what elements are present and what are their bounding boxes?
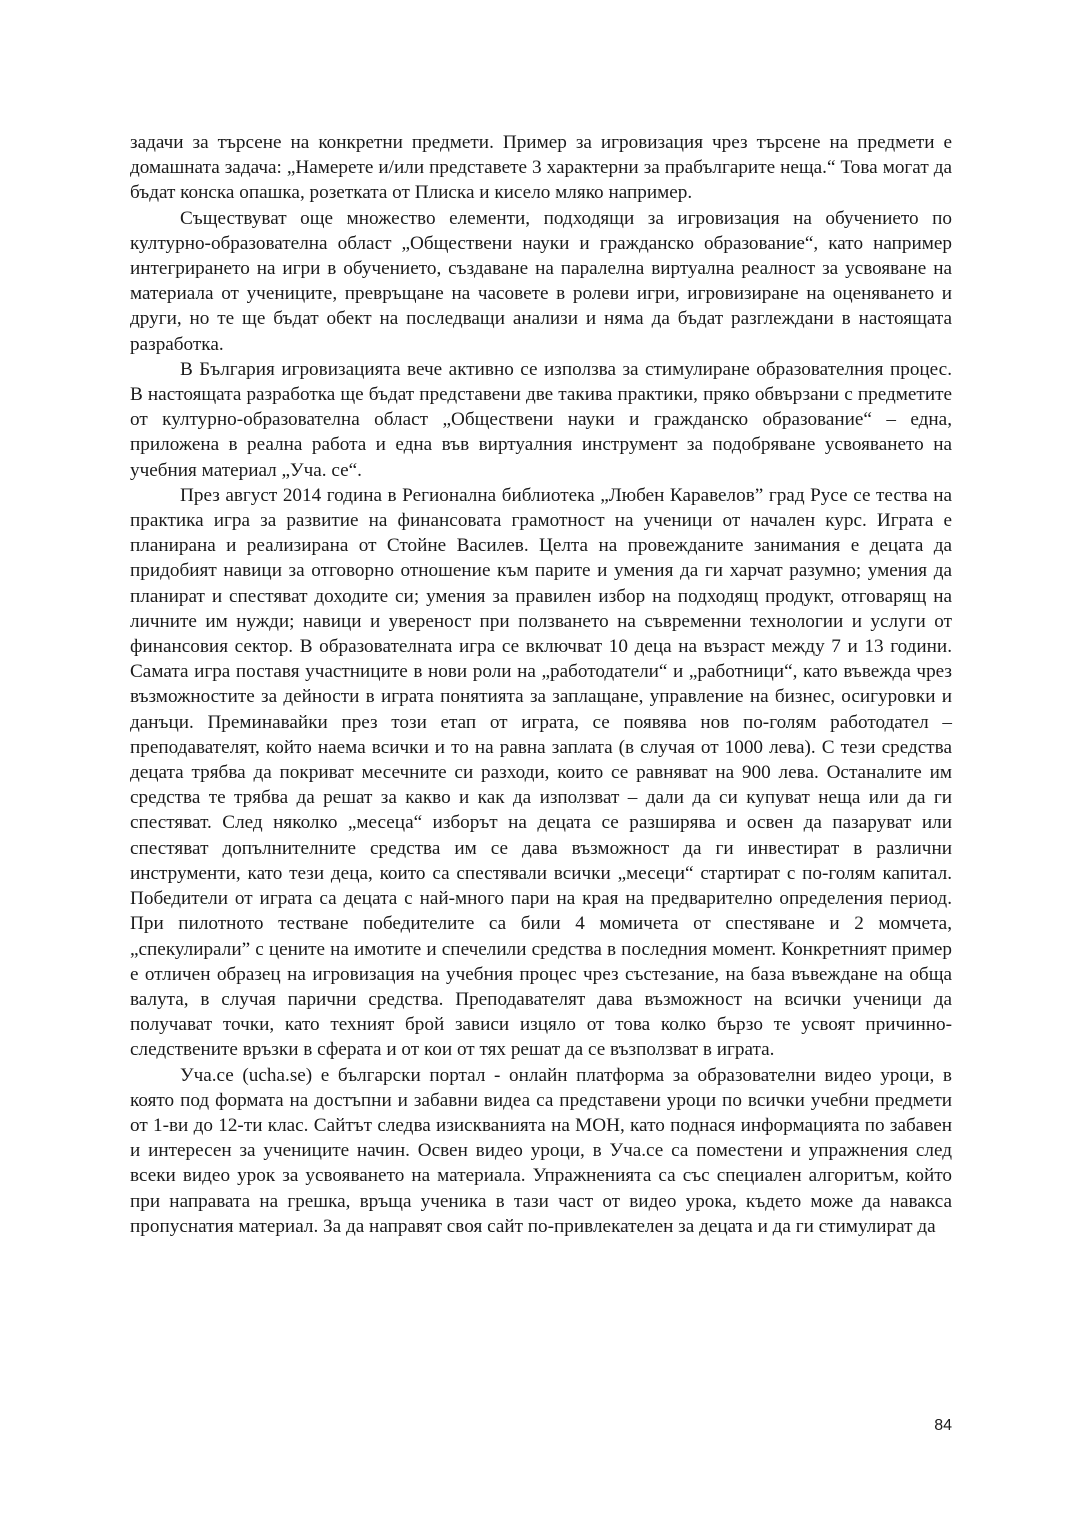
paragraph-3-bulgaria-practices: В България игровизацията вече активно се използва за стимулиране образователния процес. В настоящата разработка ще бъдат представени две такива практики, пряко обвързани с предметите от културно-образователна област „Обществени науки и гражданско образование“ – една, приложена в реална работа и една във виртуалния инструмент за подобряване усвояването на учебния материал „Уча. се“.: [130, 358, 952, 481]
paragraph-1-continuation: задачи за търсене на конкретни предмети. Пример за игровизация чрез търсене на предмети е домашната задача: „Намерете и/или представете 3 характерни за прабългарите неща.“ Това могат да бъдат конска опашка, розетката от Плиска и кисело мляко например.: [130, 132, 952, 204]
paragraph-4-ruse-library-game: През август 2014 година в Регионална библиотека „Любен Каравелов” град Русе се тества на практика игра за развитие на финансовата грамотност на ученици от начален курс. Играта е планирана и реализирана от Стойне Василев. Целта на провежданите занимания е децата да придобият навици за отговорно отношение към парите и умения да ги харчат разумно; умения да планират и спестяват доходите си; умения за правилен избор на подходящ продукт, отговарящ на личните им нужди; навици и увереност при ползването на съвременни технологии и услуги от финансовия сектор. В образователната игра се включват 10 деца на възраст между 7 и 13 години. Самата игра поставя участниците в нови роли на „работодатели“ и „работници“, като въвежда чрез възможностите за дейности в играта понятията за заплащане, управление на бизнес, осигуровки и данъци. Преминавайки през този етап от играта, се появява нов по-голям работодател – преподавателят, който наема всички и то на равна заплата (в случая от 1000 лева). С тези средства децата трябва да покриват месечните си разходи, които се равняват на 900 лева. Останалите им средства те трябва да решат за какво и как да използват – дали да си купуват неща или да ги спестяват. След няколко „месеца“ изборът на децата се разширява и освен да пазаруват или спестяват допълнителните средства им се дава възможност да ги инвестират в различни инструменти, като тези деца, които са спестявали всички „месеци“ стартират с по-голям капитал. Победители от играта са децата с най-много пари на края на предварително определения период. При пилотното тестване победителите са били 4 момичета от спестяване и 2 момчета, „спекулирали” с цените на имотите и спечелили средства в последния момент. Конкретният пример е отличен образец на игровизация на учебния процес чрез състезание, на база въвеждане на обща валута, в случая парични средства. Преподавателят дава възможност на всички ученици да получават точки, като техният брой зависи изцяло от това колко бързо те усвоят причинно-следствените връзки в сферата и от кои от тях решат да се възползват в играта.: [130, 484, 952, 1061]
paragraph-5-ucha-se: Уча.се (ucha.se) е български портал - онлайн платформа за образователни видео уроци, в която под формата на достъпни и забавни видеа са представени уроци по всички учебни предмети от 1-ви до 12-ти клас. Сайтът следва изискванията на МОН, като поднася информацията по забавен и интересен за учениците начин. Освен видео уроци, в Уча.се са поместени и упражнения след всеки видео урок за усвояването на материала. Упражненията са със специален алгоритъм, който при направата на грешка, връща ученика в тази част от видео урока, където може да навакса пропуснатия материал. За да направят своя сайт по-привлекателен за децата и да ги стимулират да: [130, 1064, 952, 1237]
body-text: [130, 130, 952, 1239]
page-number: 84: [934, 1417, 952, 1434]
paragraph-2-gamification-elements: Съществуват още множество елементи, подходящи за игровизация на обучението по културно-образователна област „Обществени науки и гражданско образование“, като например интегрирането на игри в обучението, създаване на паралелна виртуална реалност за усвояване на материала от учениците, превръщане на часовете в ролеви игри, игровизиране на оценяването и други, но те ще бъдат обект на последващи анализи и няма да бъдат разглеждани в настоящата разработка.: [130, 207, 952, 355]
